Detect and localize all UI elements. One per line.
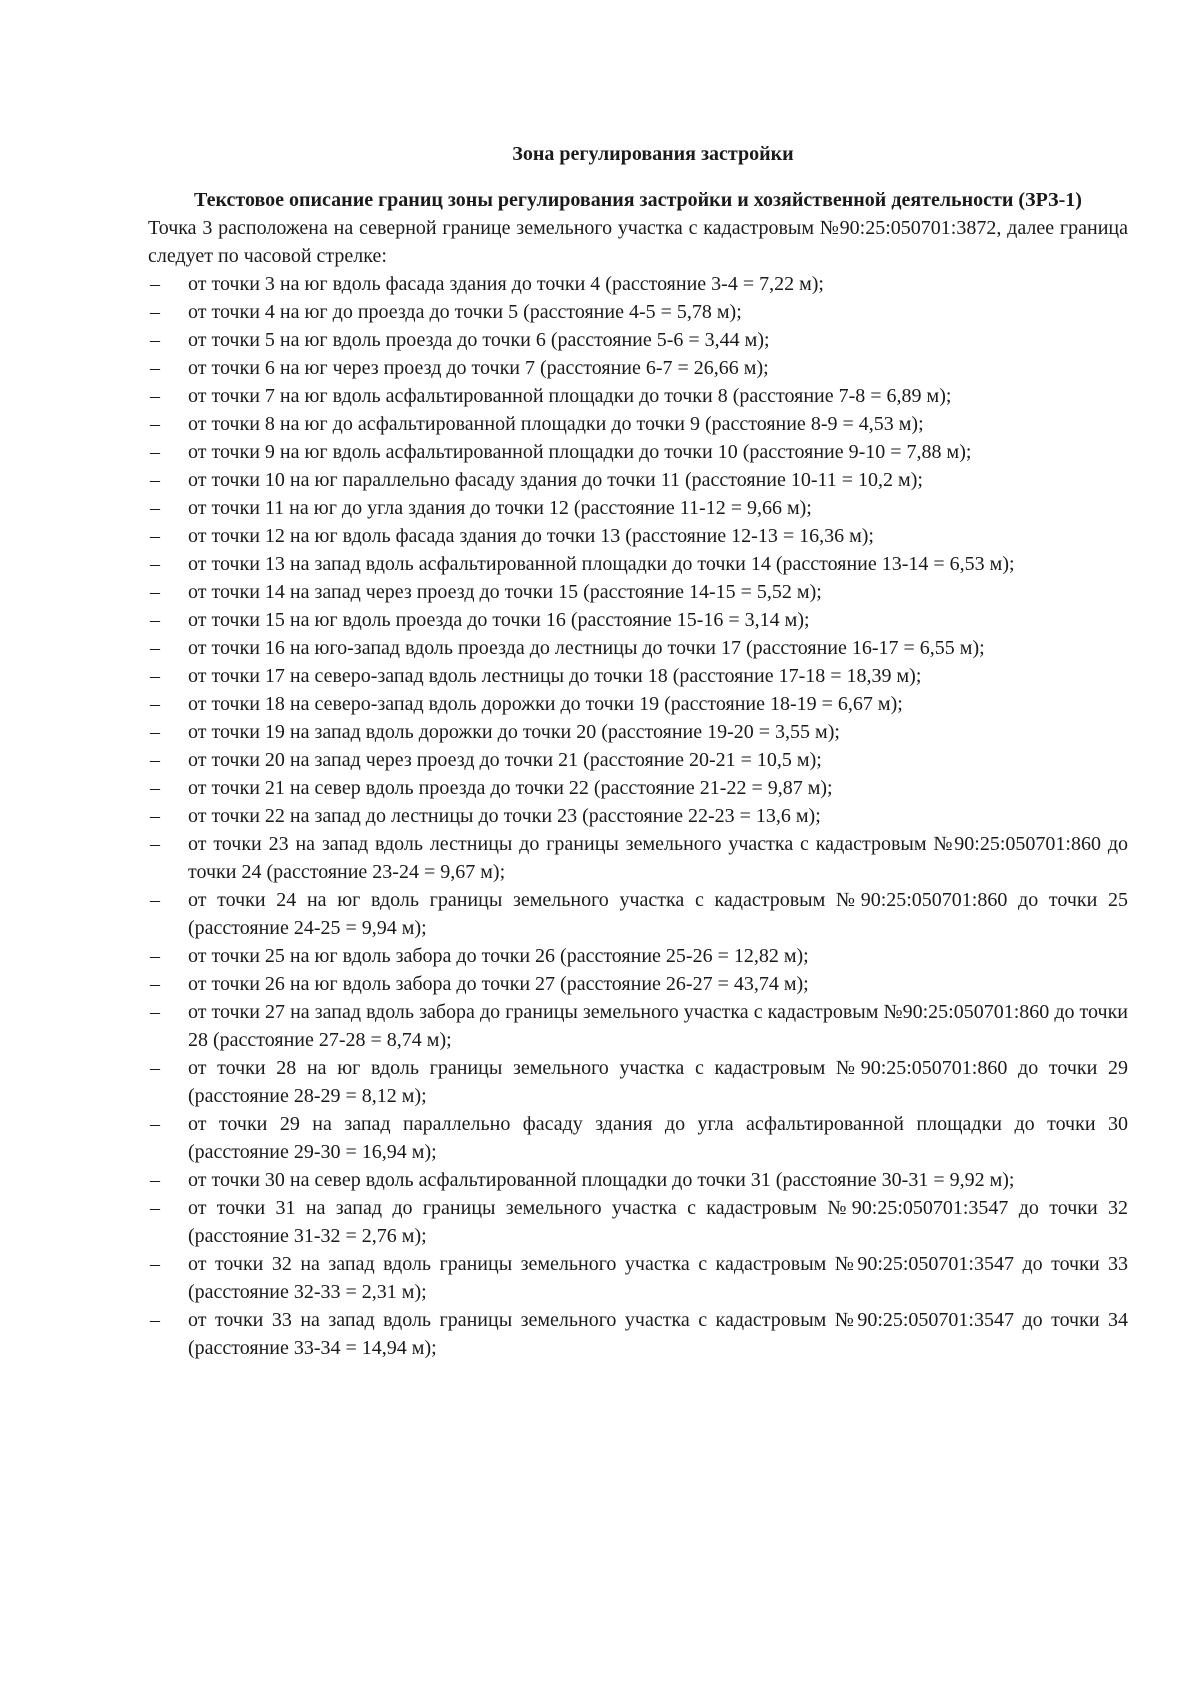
list-bullet: – <box>150 973 160 995</box>
list-item-text: от точки 8 на юг до асфальтированной площадки до точки 9 (расстояние 8-9 = 4,53 м); <box>188 413 924 435</box>
list-bullet: – <box>150 1197 160 1219</box>
list-item <box>148 606 1128 634</box>
list-item <box>148 522 1128 550</box>
list-item <box>148 718 1128 746</box>
list-item <box>148 774 1128 802</box>
list-item-text: от точки 14 на запад через проезд до точки 15 (расстояние 14-15 = 5,52 м); <box>188 581 822 603</box>
list-bullet: – <box>150 273 160 295</box>
list-item-text: от точки 27 на запад вдоль забора до границы земельного участка с кадастровым №90:25:050701:860 до точки 28 (расстояние 27-28 = 8,74 м); <box>188 1001 1128 1051</box>
list-bullet: – <box>150 693 160 715</box>
list-item <box>148 326 1128 354</box>
list-item-text: от точки 22 на запад до лестницы до точки 23 (расстояние 22-23 = 13,6 м); <box>188 805 821 827</box>
list-bullet: – <box>150 1169 160 1191</box>
list-item-text: от точки 31 на запад до границы земельного участка с кадастровым №90:25:050701:3547 до точки 32 (расстояние 31-32 = 2,76 м); <box>188 1197 1128 1247</box>
list-item-text: от точки 15 на юг вдоль проезда до точки 16 (расстояние 15-16 = 3,14 м); <box>188 609 810 631</box>
list-item-text: от точки 17 на северо-запад вдоль лестницы до точки 18 (расстояние 17-18 = 18,39 м); <box>188 665 922 687</box>
list-item-text: от точки 16 на юго-запад вдоль проезда до лестницы до точки 17 (расстояние 16-17 = 6,55 м); <box>188 637 985 659</box>
list-item <box>148 1054 1128 1110</box>
list-item <box>148 802 1128 830</box>
list-bullet: – <box>150 413 160 435</box>
document-title: Зона регулирования застройки <box>512 143 794 165</box>
list-item-text: от точки 29 на запад параллельно фасаду здания до угла асфальтированной площадки до точки 30 (расстояние 29-30 = 16,94 м); <box>188 1113 1128 1163</box>
list-bullet: – <box>150 469 160 491</box>
list-item-text: от точки 18 на северо-запад вдоль дорожки до точки 19 (расстояние 18-19 = 6,67 м); <box>188 693 903 715</box>
list-item <box>148 1110 1128 1166</box>
list-bullet: – <box>150 497 160 519</box>
list-bullet: – <box>150 637 160 659</box>
list-bullet: – <box>150 665 160 687</box>
list-bullet: – <box>150 525 160 547</box>
list-item-text: от точки 19 на запад вдоль дорожки до точки 20 (расстояние 19-20 = 3,55 м); <box>188 721 840 743</box>
list-item-text: от точки 28 на юг вдоль границы земельного участка с кадастровым №90:25:050701:860 до точки 29 (расстояние 28-29 = 8,12 м); <box>188 1057 1128 1107</box>
list-bullet: – <box>150 301 160 323</box>
list-item-text: от точки 24 на юг вдоль границы земельного участка с кадастровым №90:25:050701:860 до точки 25 (расстояние 24-25 = 9,94 м); <box>188 889 1128 939</box>
list-bullet: – <box>150 609 160 631</box>
list-bullet: – <box>150 1113 160 1135</box>
list-bullet: – <box>150 805 160 827</box>
list-item-text: от точки 32 на запад вдоль границы земельного участка с кадастровым №90:25:050701:3547 до точки 33 (расстояние 32-33 = 2,31 м); <box>188 1253 1128 1303</box>
list-item-text: от точки 6 на юг через проезд до точки 7 (расстояние 6-7 = 26,66 м); <box>188 357 769 379</box>
list-bullet: – <box>150 945 160 967</box>
list-item <box>148 942 1128 970</box>
list-item <box>148 634 1128 662</box>
list-bullet: – <box>150 1309 160 1331</box>
list-bullet: – <box>150 329 160 351</box>
list-item-text: от точки 30 на север вдоль асфальтированной площадки до точки 31 (расстояние 30-31 = 9,92 м); <box>188 1169 1015 1191</box>
list-item-text: от точки 33 на запад вдоль границы земельного участка с кадастровым №90:25:050701:3547 до точки 34 (расстояние 33-34 = 14,94 м); <box>188 1309 1128 1359</box>
list-item <box>148 1194 1128 1250</box>
list-item <box>148 438 1128 466</box>
list-item <box>148 494 1128 522</box>
list-item-text: от точки 21 на север вдоль проезда до точки 22 (расстояние 21-22 = 9,87 м); <box>188 777 833 799</box>
list-item <box>148 298 1128 326</box>
list-item-text: от точки 7 на юг вдоль асфальтированной площадки до точки 8 (расстояние 7-8 = 6,89 м); <box>188 385 952 407</box>
list-item <box>148 1306 1128 1362</box>
document-subtitle: Текстовое описание границ зоны регулирования застройки и хозяйственной деятельности (ЗРЗ-1) <box>194 189 1082 211</box>
list-bullet: – <box>150 1057 160 1079</box>
list-item-text: от точки 5 на юг вдоль проезда до точки 6 (расстояние 5-6 = 3,44 м); <box>188 329 770 351</box>
list-item-text: от точки 25 на юг вдоль забора до точки 26 (расстояние 25-26 = 12,82 м); <box>188 945 809 967</box>
list-item <box>148 998 1128 1054</box>
list-item-text: от точки 13 на запад вдоль асфальтированной площадки до точки 14 (расстояние 13-14 = 6,53 м); <box>188 553 1015 575</box>
list-item <box>148 662 1128 690</box>
list-item-text: от точки 9 на юг вдоль асфальтированной площадки до точки 10 (расстояние 9-10 = 7,88 м); <box>188 441 972 463</box>
list-item <box>148 886 1128 942</box>
list-bullet: – <box>150 441 160 463</box>
list-bullet: – <box>150 721 160 743</box>
list-bullet: – <box>150 553 160 575</box>
list-bullet: – <box>150 749 160 771</box>
list-bullet: – <box>150 385 160 407</box>
list-item <box>148 466 1128 494</box>
boundary-points-list <box>148 270 1128 1362</box>
list-item <box>148 746 1128 774</box>
list-item <box>148 690 1128 718</box>
list-item-text: от точки 11 на юг до угла здания до точки 12 (расстояние 11-12 = 9,66 м); <box>188 497 812 519</box>
list-bullet: – <box>150 777 160 799</box>
list-bullet: – <box>150 357 160 379</box>
list-item-text: от точки 3 на юг вдоль фасада здания до точки 4 (расстояние 3-4 = 7,22 м); <box>188 273 824 295</box>
list-item <box>148 1250 1128 1306</box>
list-item <box>148 830 1128 886</box>
list-item <box>148 1166 1128 1194</box>
list-bullet: – <box>150 833 160 855</box>
list-item <box>148 410 1128 438</box>
list-item-text: от точки 10 на юг параллельно фасаду здания до точки 11 (расстояние 10-11 = 10,2 м); <box>188 469 923 491</box>
list-item <box>148 382 1128 410</box>
list-bullet: – <box>150 581 160 603</box>
list-item-text: от точки 12 на юг вдоль фасада здания до точки 13 (расстояние 12-13 = 16,36 м); <box>188 525 874 547</box>
list-item <box>148 550 1128 578</box>
list-item-text: от точки 26 на юг вдоль забора до точки 27 (расстояние 26-27 = 43,74 м); <box>188 973 809 995</box>
list-bullet: – <box>150 1001 160 1023</box>
list-item <box>148 970 1128 998</box>
intro-paragraph: Точка 3 расположена на северной границе земельного участка с кадастровым №90:25:050701:3872, далее граница следует по часовой стрелке: <box>148 217 1128 267</box>
list-item-text: от точки 4 на юг до проезда до точки 5 (расстояние 4-5 = 5,78 м); <box>188 301 742 323</box>
list-item <box>148 270 1128 298</box>
list-item <box>148 354 1128 382</box>
list-item-text: от точки 20 на запад через проезд до точки 21 (расстояние 20-21 = 10,5 м); <box>188 749 822 771</box>
list-item <box>148 578 1128 606</box>
list-item-text: от точки 23 на запад вдоль лестницы до границы земельного участка с кадастровым №90:25:050701:860 до точки 24 (расстояние 23-24 = 9,67 м); <box>188 833 1128 883</box>
list-bullet: – <box>150 1253 160 1275</box>
list-bullet: – <box>150 889 160 911</box>
